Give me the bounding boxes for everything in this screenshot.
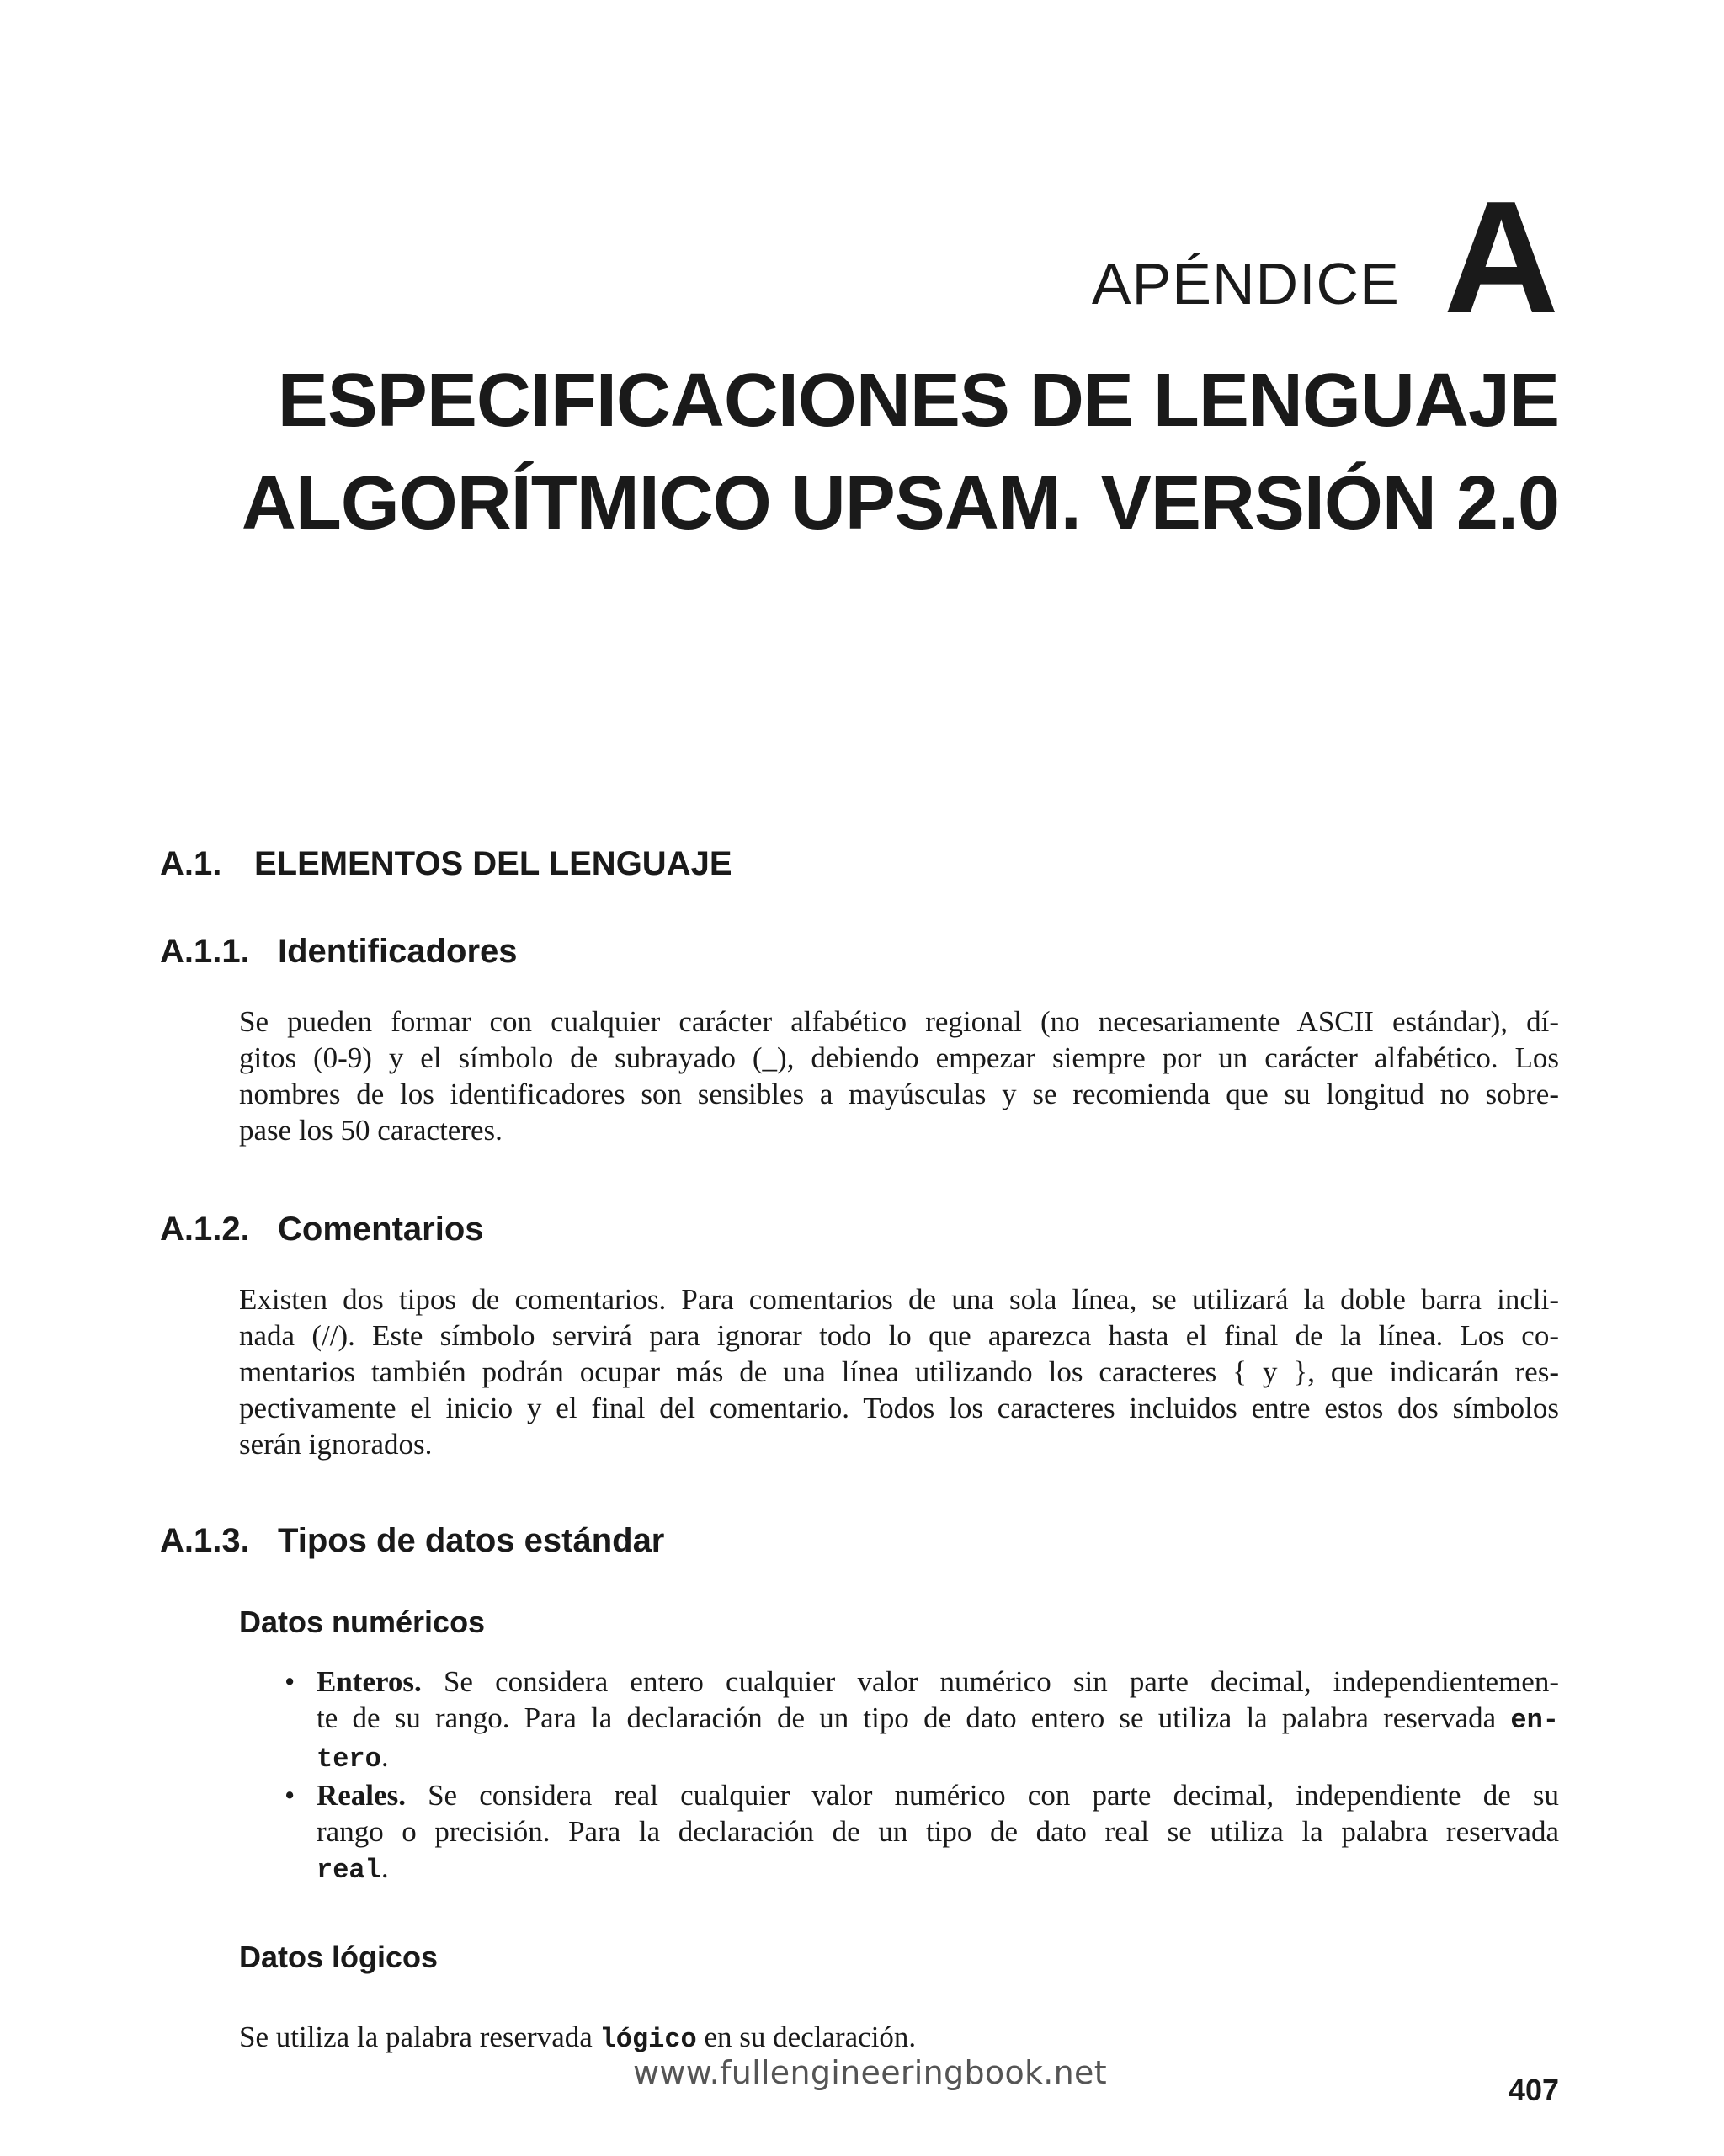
list-line: real.	[317, 1851, 389, 1886]
list-line: Reales. Se considera real cualquier valor numérico con parte decimal, independiente de su	[317, 1779, 1559, 1812]
identificadores-paragraph	[239, 1003, 1559, 1148]
appendix-letter: A	[1443, 168, 1559, 347]
appendix-heading	[1091, 168, 1559, 347]
list-line: rango o precisión. Para la declaración de un tipo de dato real se utiliza la palabra reservada	[317, 1815, 1559, 1848]
bullet-icon: •	[285, 1779, 295, 1812]
list-line: Enteros. Se considera entero cualquier valor numérico sin parte decimal, independientemen-	[317, 1665, 1559, 1698]
chapter-title-line-2: ALGORÍTMICO UPSAM. VERSIÓN 2.0	[241, 461, 1559, 546]
heading-datos-logicos: Datos lógicos	[239, 1940, 439, 1974]
keyword-entero: en-	[1510, 1705, 1559, 1736]
logicos-paragraph: Se utiliza la palabra reservada lógico en su declaración.	[239, 2020, 917, 2055]
list-item-reales	[285, 1777, 1559, 1888]
subsection-heading-tipos	[160, 1522, 664, 1560]
numeric-types-list	[285, 1664, 1559, 1888]
list-line: tero.	[317, 1740, 389, 1775]
paragraph-line: nada (//). Este símbolo servirá para ignorar todo lo que aparezca hasta el final de la línea. Los co-	[239, 1319, 1559, 1352]
subsection-number: A.1.2.	[160, 1211, 250, 1248]
keyword-logico: lógico	[599, 2024, 697, 2055]
paragraph-line: Se pueden formar con cualquier carácter alfabético regional (no necesariamente ASCII estándar), dí-	[239, 1005, 1559, 1038]
section-heading-a1	[160, 845, 732, 883]
subsection-heading-comentarios	[160, 1211, 484, 1248]
subsection-title: Comentarios	[278, 1211, 484, 1248]
term-reales: Reales.	[317, 1779, 406, 1812]
section-title: ELEMENTOS DEL LENGUAJE	[254, 845, 732, 882]
appendix-label: APÉNDICE	[1091, 251, 1400, 317]
paragraph-line: serán ignorados.	[239, 1428, 433, 1461]
list-line: te de su rango. Para la declaración de un tipo de dato entero se utiliza la palabra reservada en-	[317, 1701, 1559, 1736]
subsection-number: A.1.3.	[160, 1522, 250, 1559]
subsection-title: Tipos de datos estándar	[278, 1522, 665, 1559]
term-enteros: Enteros.	[317, 1665, 422, 1698]
paragraph-line: nombres de los identificadores son sensibles a mayúsculas y se recomienda que su longitud no sobre-	[239, 1078, 1559, 1110]
list-item-enteros	[285, 1664, 1559, 1777]
paragraph-line: gitos (0-9) y el símbolo de subrayado (_), debiendo empezar siempre por un carácter alfabético. Los	[239, 1041, 1559, 1074]
subsection-heading-identificadores	[160, 933, 518, 971]
paragraph-line: Existen dos tipos de comentarios. Para comentarios de una sola línea, se utilizará la doble barra incli-	[239, 1283, 1559, 1316]
paragraph-line: mentarios también podrán ocupar más de una línea utilizando los caracteres { y }, que indicarán res-	[239, 1355, 1559, 1388]
heading-datos-numericos: Datos numéricos	[239, 1605, 486, 1639]
paragraph-line: pectivamente el inicio y el final del comentario. Todos los caracteres incluidos entre estos dos símbolos	[239, 1392, 1559, 1424]
keyword-entero: tero	[317, 1743, 381, 1775]
chapter-title-line-1: ESPECIFICACIONES DE LENGUAJE	[277, 359, 1559, 443]
footer-watermark-url: www.fullengineeringbook.net	[633, 2054, 1107, 2091]
page-number: 407	[1508, 2073, 1559, 2107]
keyword-real: real	[317, 1855, 381, 1886]
comentarios-paragraph	[239, 1281, 1559, 1462]
paragraph-line: pase los 50 caracteres.	[239, 1114, 503, 1147]
bullet-icon: •	[285, 1665, 295, 1698]
section-number: A.1.	[160, 845, 222, 882]
subsection-number: A.1.1.	[160, 933, 250, 970]
chapter-title	[128, 349, 1559, 555]
subsection-title: Identificadores	[278, 933, 518, 970]
